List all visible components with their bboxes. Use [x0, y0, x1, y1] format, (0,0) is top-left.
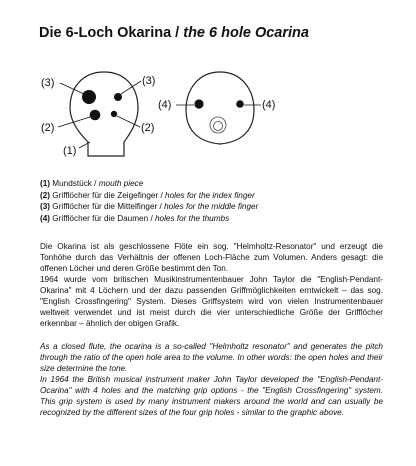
- english-paragraph-1: As a closed flute, the ocarina is a so-called "Helmholtz resonator" and generates the pitch through the ratio of the open hole area to the volume. In other words: the open holes and their size determine the tone.: [40, 342, 383, 373]
- label-index-right: (3): [142, 75, 156, 87]
- label-index-left: (3): [41, 77, 55, 89]
- legend-item: (3) Grifflöcher für die Mittelfinger / holes for the middle finger: [40, 202, 259, 212]
- middle-hole-right: [111, 111, 117, 117]
- legend-item: (1) Mundstück / mouth piece: [40, 179, 144, 188]
- ocarina-back-body: [186, 72, 254, 144]
- german-paragraph-2: 1964 wurde vom britischen Musikinstrumentenbauer John Taylor die "English-Pendant-Okarina" mit 4 Löchern und der dazu passenden Griffmöglichkeiten erntwickelt – das sog. "English Crossfingering" System. Dieses Griffsystem wird von vielen Instrumentenbauer weltweit verwendet und ist meist durch die vier unterschiedliche Größe der Grifflöcher erkennbar – ähnlich der obigen Grafik.: [40, 275, 383, 328]
- german-paragraph-1: Die Okarina ist als geschlossene Flöte ein sog. "Helmholtz-Resonator" und erzeugt die Tonhöhe durch das Verhältnis der offenen Loch-Fläche zum Volumen. Anders gesagt: die offenen Löcher und deren Größe bestimmt den Ton.: [40, 242, 383, 273]
- label-middle-right: (2): [141, 122, 155, 134]
- page-title: [39, 25, 309, 41]
- ocarina-back-view: [186, 72, 254, 144]
- english-paragraph-2: In 1964 the British musical instrument maker John Taylor developed the "English-Pendant-Ocarina" with 4 holes and the matching grip options - the "English Crossfingering" system. This grip system is used by many instrument makers around the world and can usually be recognized by the different sizes of the four grip holes - similar to the graphic above.: [40, 375, 383, 417]
- legend-item: (4) Grifflöcher für die Daumen / holes for the thumbs: [40, 213, 230, 223]
- ocarina-front-body: [70, 72, 138, 156]
- title-english: the 6 hole Ocarina: [183, 25, 309, 41]
- label-mouthpiece: (1): [63, 145, 77, 157]
- ocarina-front-view: [70, 72, 138, 156]
- legend: [40, 178, 258, 224]
- thumb-hole-left: [194, 99, 203, 108]
- title-german: Die 6-Loch Okarina: [39, 25, 172, 41]
- label-thumb-right: (4): [262, 99, 276, 111]
- index-hole-left: [82, 90, 96, 104]
- index-hole-right: [114, 93, 122, 101]
- middle-hole-left: [90, 110, 101, 121]
- ocarina-diagram: [0, 60, 416, 175]
- title-separator: /: [171, 25, 184, 41]
- thumb-hole-right: [236, 100, 244, 108]
- label-thumb-left: (4): [158, 99, 172, 111]
- legend-item: (2) Grifflöcher für die Zeigefinger / holes for the index finger: [40, 190, 255, 200]
- label-middle-left: (2): [41, 122, 55, 134]
